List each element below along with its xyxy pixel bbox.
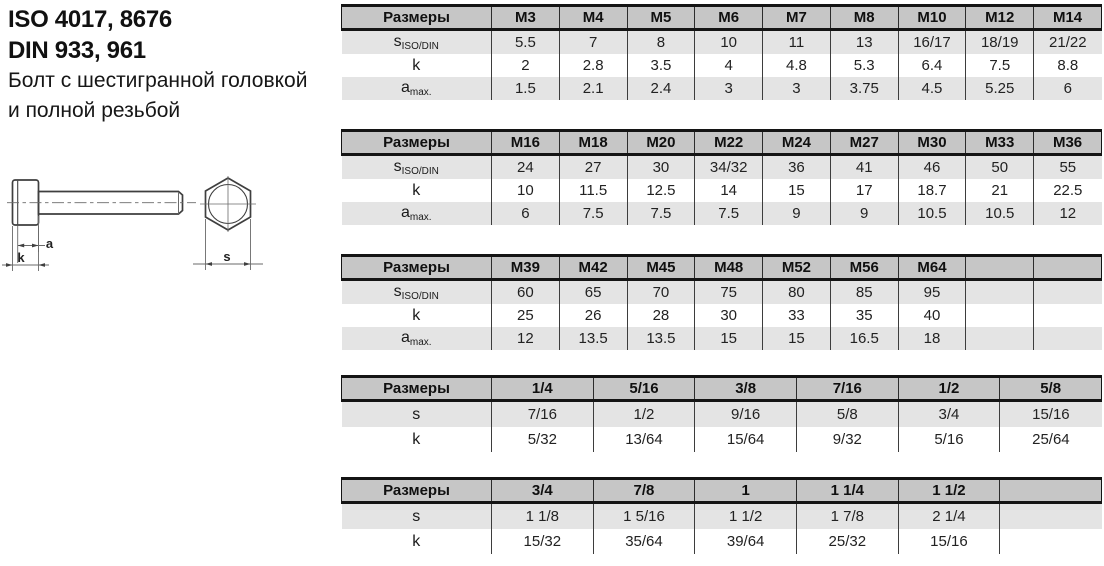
size-column-header: M36 — [1034, 131, 1102, 155]
value-cell: 95 — [898, 280, 966, 305]
sizes-header-cell: Размеры — [342, 131, 492, 155]
size-column-header: 7/16 — [796, 377, 898, 401]
value-cell: 16/17 — [898, 30, 966, 55]
value-cell: 15/16 — [898, 529, 1000, 554]
size-column-header: 1 — [695, 479, 797, 503]
value-cell: 15/16 — [1000, 401, 1102, 428]
value-cell: 21 — [966, 179, 1034, 202]
size-column-header: M52 — [763, 256, 831, 280]
tables-container — [341, 0, 1102, 566]
value-cell — [1034, 304, 1102, 327]
value-cell: 15/32 — [492, 529, 594, 554]
dim-a-arrow-left — [18, 244, 25, 248]
size-column-header: 7/8 — [593, 479, 695, 503]
value-cell: 30 — [695, 304, 763, 327]
row-label: $s_{ISO/DIN}$ — [342, 280, 492, 305]
spec-table-1 — [341, 4, 1102, 100]
value-cell: 12 — [492, 327, 560, 350]
value-cell: 33 — [763, 304, 831, 327]
value-cell: 3 — [695, 77, 763, 100]
value-cell: 3 — [763, 77, 831, 100]
size-column-header: M64 — [898, 256, 966, 280]
value-cell: 35/64 — [593, 529, 695, 554]
row-label: $a_{max.}$ — [342, 327, 492, 350]
table-row — [342, 179, 1102, 202]
size-column-header: 1 1/2 — [898, 479, 1000, 503]
row-label: k — [342, 304, 492, 327]
value-cell: 1.5 — [492, 77, 560, 100]
value-cell: 8 — [627, 30, 695, 55]
size-column-header: 1/4 — [492, 377, 594, 401]
value-cell: 2.4 — [627, 77, 695, 100]
size-column-header: 1 1/4 — [796, 479, 898, 503]
size-column-header: M16 — [492, 131, 560, 155]
value-cell: 4.5 — [898, 77, 966, 100]
value-cell: 27 — [559, 155, 627, 180]
size-column-header — [966, 256, 1034, 280]
table-row — [342, 54, 1102, 77]
row-label: k — [342, 427, 492, 452]
table-row — [342, 529, 1102, 554]
value-cell: 70 — [627, 280, 695, 305]
dim-k-arrow-right — [39, 263, 46, 267]
value-cell: 18/19 — [966, 30, 1034, 55]
value-cell: 75 — [695, 280, 763, 305]
sizes-header-cell: Размеры — [342, 479, 492, 503]
sizes-header-cell: Размеры — [342, 377, 492, 401]
value-cell: 13.5 — [627, 327, 695, 350]
value-cell: 39/64 — [695, 529, 797, 554]
table-row — [342, 304, 1102, 327]
size-column-header: M14 — [1034, 6, 1102, 30]
row-label: $a_{max.}$ — [342, 77, 492, 100]
value-cell: 85 — [830, 280, 898, 305]
value-cell: 7.5 — [627, 202, 695, 225]
product-desc-line-2: и полной резьбой — [8, 99, 181, 122]
value-cell: 13/64 — [593, 427, 695, 452]
value-cell: 2 — [492, 54, 560, 77]
value-cell: 25/32 — [796, 529, 898, 554]
value-cell: 26 — [559, 304, 627, 327]
value-cell: 12 — [1034, 202, 1102, 225]
value-cell: 9 — [763, 202, 831, 225]
value-cell: 7 — [559, 30, 627, 55]
value-cell: 9/16 — [695, 401, 797, 428]
size-column-header: M24 — [763, 131, 831, 155]
dim-s-arrow-right — [244, 262, 251, 266]
spec-table-4 — [341, 375, 1102, 452]
value-cell: 18.7 — [898, 179, 966, 202]
value-cell: 21/22 — [1034, 30, 1102, 55]
size-column-header: M8 — [830, 6, 898, 30]
bolt-drawing — [0, 160, 300, 350]
value-cell: 8.8 — [1034, 54, 1102, 77]
value-cell: 50 — [966, 155, 1034, 180]
value-cell: 15/64 — [695, 427, 797, 452]
value-cell: 5.25 — [966, 77, 1034, 100]
value-cell: 16.5 — [830, 327, 898, 350]
value-cell: 6 — [492, 202, 560, 225]
size-column-header: M22 — [695, 131, 763, 155]
size-column-header: M4 — [559, 6, 627, 30]
value-cell: 14 — [695, 179, 763, 202]
value-cell: 17 — [830, 179, 898, 202]
value-cell: 5/32 — [492, 427, 594, 452]
value-cell: 13.5 — [559, 327, 627, 350]
value-cell: 2.1 — [559, 77, 627, 100]
table-row — [342, 503, 1102, 530]
value-cell: 7.5 — [559, 202, 627, 225]
value-cell: 9 — [830, 202, 898, 225]
size-column-header: M27 — [830, 131, 898, 155]
size-column-header: M18 — [559, 131, 627, 155]
size-column-header: M5 — [627, 6, 695, 30]
size-column-header: M33 — [966, 131, 1034, 155]
row-label: $s_{ISO/DIN}$ — [342, 155, 492, 180]
size-column-header: 3/4 — [492, 479, 594, 503]
value-cell: 40 — [898, 304, 966, 327]
value-cell: 13 — [830, 30, 898, 55]
value-cell: 11.5 — [559, 179, 627, 202]
row-label: k — [342, 179, 492, 202]
size-column-header: M20 — [627, 131, 695, 155]
value-cell: 2.8 — [559, 54, 627, 77]
dim-a-label: a — [45, 236, 54, 251]
size-column-header: 1/2 — [898, 377, 1000, 401]
value-cell: 11 — [763, 30, 831, 55]
value-cell: 46 — [898, 155, 966, 180]
value-cell: 41 — [830, 155, 898, 180]
size-column-header: M7 — [763, 6, 831, 30]
sizes-header-cell: Размеры — [342, 6, 492, 30]
size-column-header: M10 — [898, 6, 966, 30]
value-cell: 28 — [627, 304, 695, 327]
spec-table-5 — [341, 477, 1102, 554]
value-cell — [966, 304, 1034, 327]
standard-line-iso: ISO 4017, 8676 — [8, 6, 172, 33]
value-cell: 2 1/4 — [898, 503, 1000, 530]
table-row — [342, 77, 1102, 100]
value-cell: 1 5/16 — [593, 503, 695, 530]
value-cell: 22.5 — [1034, 179, 1102, 202]
size-column-header: M39 — [492, 256, 560, 280]
size-column-header — [1000, 479, 1102, 503]
size-column-header: 5/8 — [1000, 377, 1102, 401]
value-cell: 4.8 — [763, 54, 831, 77]
value-cell: 3.75 — [830, 77, 898, 100]
value-cell: 9/32 — [796, 427, 898, 452]
size-column-header: M30 — [898, 131, 966, 155]
spec-table-3 — [341, 254, 1102, 350]
size-column-header: M12 — [966, 6, 1034, 30]
value-cell: 15 — [763, 179, 831, 202]
row-label: $s_{ISO/DIN}$ — [342, 30, 492, 55]
value-cell: 15 — [695, 327, 763, 350]
dim-k-arrow-left — [6, 263, 13, 267]
table-row — [342, 155, 1102, 180]
value-cell — [1034, 327, 1102, 350]
value-cell: 65 — [559, 280, 627, 305]
value-cell: 7.5 — [695, 202, 763, 225]
value-cell: 5.3 — [830, 54, 898, 77]
value-cell: 1 7/8 — [796, 503, 898, 530]
value-cell — [1034, 280, 1102, 305]
row-label: $a_{max.}$ — [342, 202, 492, 225]
value-cell: 4 — [695, 54, 763, 77]
table-row — [342, 327, 1102, 350]
value-cell: 5/16 — [898, 427, 1000, 452]
size-column-header: 3/8 — [695, 377, 797, 401]
value-cell: 1/2 — [593, 401, 695, 428]
table-row — [342, 280, 1102, 305]
value-cell: 3/4 — [898, 401, 1000, 428]
value-cell: 55 — [1034, 155, 1102, 180]
value-cell: 34/32 — [695, 155, 763, 180]
value-cell: 25 — [492, 304, 560, 327]
size-column-header: M45 — [627, 256, 695, 280]
product-desc-line-1: Болт с шестигранной головкой — [8, 69, 308, 92]
standard-line-din: DIN 933, 961 — [8, 37, 146, 64]
table-row — [342, 202, 1102, 225]
value-cell — [1000, 529, 1102, 554]
value-cell: 18 — [898, 327, 966, 350]
value-cell: 6 — [1034, 77, 1102, 100]
value-cell: 25/64 — [1000, 427, 1102, 452]
value-cell — [966, 280, 1034, 305]
size-column-header: M6 — [695, 6, 763, 30]
value-cell: 15 — [763, 327, 831, 350]
value-cell: 10.5 — [966, 202, 1034, 225]
row-label: s — [342, 401, 492, 428]
value-cell: 60 — [492, 280, 560, 305]
value-cell: 1 1/8 — [492, 503, 594, 530]
value-cell: 12.5 — [627, 179, 695, 202]
dim-k-label: k — [17, 250, 25, 265]
size-column-header: 5/16 — [593, 377, 695, 401]
value-cell: 24 — [492, 155, 560, 180]
value-cell: 30 — [627, 155, 695, 180]
title-block — [8, 4, 338, 126]
value-cell: 10.5 — [898, 202, 966, 225]
sizes-header-cell: Размеры — [342, 256, 492, 280]
value-cell — [966, 327, 1034, 350]
value-cell: 80 — [763, 280, 831, 305]
dim-s-arrow-left — [206, 262, 213, 266]
value-cell: 36 — [763, 155, 831, 180]
table-row — [342, 30, 1102, 55]
value-cell: 3.5 — [627, 54, 695, 77]
size-column-header: M48 — [695, 256, 763, 280]
value-cell: 35 — [830, 304, 898, 327]
table-row — [342, 401, 1102, 428]
value-cell: 7/16 — [492, 401, 594, 428]
spec-table-2 — [341, 129, 1102, 225]
size-column-header: M56 — [830, 256, 898, 280]
value-cell: 10 — [695, 30, 763, 55]
row-label: s — [342, 503, 492, 530]
table-row — [342, 427, 1102, 452]
value-cell: 10 — [492, 179, 560, 202]
row-label: k — [342, 54, 492, 77]
value-cell: 5/8 — [796, 401, 898, 428]
row-label: k — [342, 529, 492, 554]
dim-a-arrow-right — [32, 244, 39, 248]
size-column-header: M3 — [492, 6, 560, 30]
value-cell: 1 1/2 — [695, 503, 797, 530]
value-cell — [1000, 503, 1102, 530]
value-cell: 7.5 — [966, 54, 1034, 77]
value-cell: 5.5 — [492, 30, 560, 55]
size-column-header — [1034, 256, 1102, 280]
value-cell: 6.4 — [898, 54, 966, 77]
dim-s-label: s — [223, 249, 231, 264]
size-column-header: M42 — [559, 256, 627, 280]
